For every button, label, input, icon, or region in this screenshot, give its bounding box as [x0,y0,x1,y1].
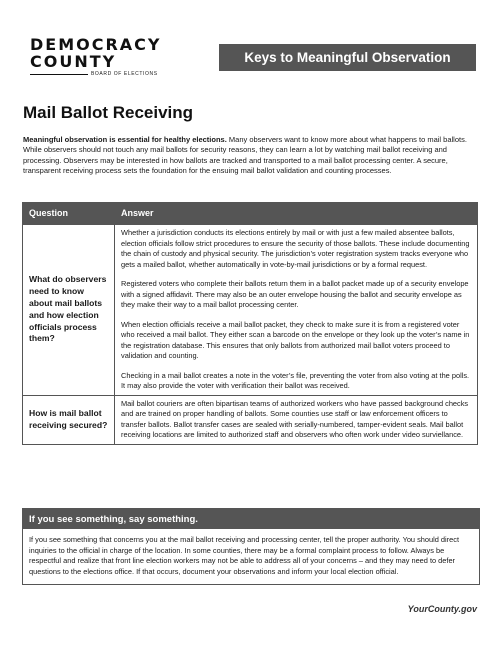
table-row [23,225,478,396]
question-column-header: Question [23,203,115,225]
notice-box [22,508,480,585]
question-cell: What do observers need to know about mail ballots and how election officials process them? [23,225,115,396]
answer-paragraph: Registered voters who complete their ballots return them in a ballot packet made up of a security envelope with a signed affidavit. There may also be an outer envelope housing the ballot and security envelope as they make their way to a mail ballot processing center. [121,279,469,309]
answer-column-header: Answer [115,203,478,225]
header-banner: Keys to Meaningful Observation [219,44,476,71]
answer-cell [115,395,478,444]
qa-table-header-row [23,203,478,225]
footer-website-link[interactable]: YourCounty.gov [407,604,477,614]
answer-paragraph: Checking in a mail ballot creates a note in the voter’s file, preventing the voter from also voting at the polls. It may also provide the voter with verification their ballot was received. [121,370,470,390]
intro-text: Many observers want to know more about what happens to mail ballots. While observers should not touch any mail ballots for security reasons, they can learn a lot by watching mail ballot receiving and processing. Observers may be interested in how ballots are tracked and transported to a mail ballot processing center. A secure, transparent receiving process sets the foundation for the ensuing mail ballot validation and counting processes. [23,135,467,175]
answer-paragraph: Whether a jurisdiction conducts its elections entirely by mail or with just a few mailed absentee ballots, election officials follow strict procedures to ensure the security of those ballots. These include documenting the chain of custody and physical security. The jurisdiction’s voter registration system tracks everyone who gets a mailed ballot, whether automatically in vote-by-mail jurisdictions or by a formal request. [121,228,470,269]
intro-paragraph [23,135,479,176]
page-title: Mail Ballot Receiving [23,103,194,122]
logo-line-2: COUNTY [30,52,117,71]
table-row [23,395,478,444]
logo-subtitle: BOARD OF ELECTIONS [91,71,158,77]
logo-rule [30,74,88,75]
county-logo [30,36,170,77]
answer-paragraph: When election officials receive a mail ballot packet, they check to make sure it is from a registered voter who received a mail ballot. They either scan a barcode on the envelope or they look up the voter’s name in the registration database. This ensures that only ballots from authorized mail ballot voters proceed to validation and counting. [121,319,470,360]
question-cell: How is mail ballot receiving secured? [23,395,115,444]
logo-line-1: DEMOCRACY [30,35,162,54]
answer-cell [115,225,478,396]
notice-body: If you see something that concerns you at the mail ballot receiving and processing center, tell the proper authority. You should direct inquiries to the official in charge of the location. In some counties, there may be a formal complaint process to follow. Always be respectful and realize that front line election workers may not be able to address all of your concerns – and they may need to defer questions to the elections office. If that occurs, document your observations and inform your local election official. [29,535,460,576]
answer-paragraph: Mail ballot couriers are often bipartisan teams of authorized workers who have passed background checks and are trained on proper handling of ballots. Some counties use staff or law enforcement officers to transfer ballots. Ballot transfer cases are sealed with serially-numbered, tamper-evident seals. Mail ballot receiving locations are limited to authorized staff and observers who often work under video surviellance. [121,398,469,439]
intro-bold-lead: Meaningful observation is essential for healthy elections. [23,135,227,144]
logo-subtitle-row [30,71,170,77]
qa-table [22,202,478,445]
notice-heading: If you see something, say something. [23,509,479,529]
